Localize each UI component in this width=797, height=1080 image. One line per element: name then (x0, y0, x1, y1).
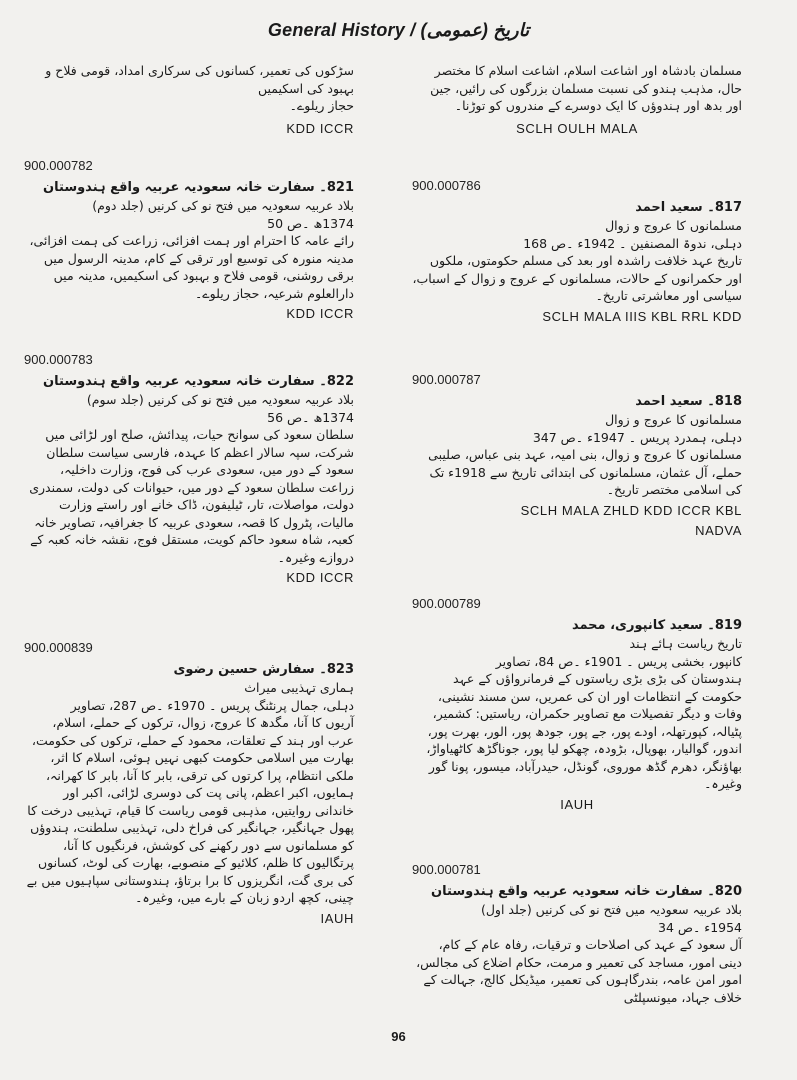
accession-number: 900.000782 (24, 158, 93, 173)
entry-heading: 817۔ سعید احمد (635, 200, 742, 215)
holdings: IAUH (560, 796, 594, 812)
entry-818 (412, 372, 742, 541)
continued-entry-left (24, 62, 354, 139)
page-title: General History / (عمومی) تاریخ (267, 20, 530, 40)
entry-heading: 819۔ سعید کانپوری، محمد (571, 618, 742, 633)
page-number: 96 (391, 1029, 406, 1044)
accession-number: 900.000781 (412, 862, 481, 877)
accession-number: 900.000783 (24, 352, 93, 367)
holdings: KDD ICCR (286, 570, 354, 585)
entry-heading: 818۔ سعید احمد (635, 394, 742, 409)
holdings: IAUH (320, 910, 354, 926)
holdings: KDD ICCR (286, 306, 354, 321)
entry-822 (24, 352, 354, 588)
entry-heading: 822۔ سفارت خانہ سعودیہ عربیہ واقع ہندوستان (43, 374, 354, 389)
entry-heading: 823۔ سفارش حسین رضوی (173, 662, 354, 677)
entry-text: بلاد عربیہ سعودیہ میں فتح نو کی کرنیں (جلد دوم) 1374ھ ۔ص 50 رائے عامہ کا احترام اور ہمت افزائی، زراعت کی ہمت افزائی، مدینہ منورہ کی توسیع اور ترقی کے کام، مدینہ الرسول میں برقی روشنی، قومی فلاح و بہبود کی اسکیمیں، مدینہ میں دارالعلوم شرعیہ، حجاز ریلوے۔ (29, 198, 354, 301)
accession-number: 900.000786 (412, 178, 481, 193)
entry-text: ہماری تہذیبی میراث دہلی، جمال پرنٹنگ پریس ۔ 1970ء ۔ص 287، تصاویر آریوں کا آنا، مگدھ کا عروج، زوال، ترکوں کے حملے، اسلام، عرب اور ہند کے تعلقات، محمود کے حملے، ترکوں کی حکومت، بھارت میں اسلامی حکومت کبھی نہیں ہوئی، اسلام کا اثر، ملکی انتظام، پرا کرتوں کی ترقی، بابر کا آنا، بابر کا کھرانہ، ہمایوں، اکبر اعظم، پانی پت کی دوسری لڑائی، اکبر اور خاندانی روایتیں، مذہبی قومی ریاست کا قیام، تہذیبی درخت کا پھول جہانگیر، جہانگیر کی فراخ دلی، تہذیبی سلطنت، ہندوؤں کو مسلمانوں سے دور رکھنے کی کوشش، فرنگیوں کا آنا، پرتگالیوں کا ظلم، کلائیو کے منصوبے، بھارت کی لوٹ، کسانوں کی بری گت، انگریزوں کا برا برتاؤ، ہندوستانی سپاہیوں میں بے چینی، کچھ اردو زبان کے بارے میں، وغیرہ۔ (26, 680, 354, 905)
holdings: KDD ICCR (286, 120, 354, 136)
entry-text: سڑکوں کی تعمیر، کسانوں کی سرکاری امداد، قومی فلاح و بہبود کی اسکیمیں حجاز ریلوے۔ (45, 63, 354, 113)
holdings: SCLH OULH MALA (516, 120, 638, 136)
accession-number: 900.000787 (412, 372, 481, 387)
entry-823 (24, 640, 354, 929)
entry-text: بلاد عربیہ سعودیہ میں فتح نو کی کرنیں (جلد اول) 1954ء ۔ص 34 آل سعود کے عہد کی اصلاحات و ترقیات، رفاہ عام کے کام، دینی امور، مساجد کی تعمیر و مرمت، حکام اضلاع کی مجالس، امور امن عامہ، بندرگاہوں کی تعمیر، میڈیکل کالج، جہالت کے خلاف جہاد، میونسپلٹی (416, 902, 742, 1005)
entry-821 (24, 158, 354, 324)
entry-text: تاریخ ریاست ہائے ہند کانپور، بخشی پریس ۔ 1901ء ۔ص 84، تصاویر ہندوستان کی بڑی بڑی ریاستوں کے فرمانرواؤں کے عہد حکومت کے انتظامات اور ان کی عمریں، سن مسند نشینی، وفات و دیگر تفصیلات مع تصاویر حکمران، ریاستیں: کشمیر، پٹیالہ، کپورتھلہ، اودے پور، جے پور، جودھ پور، الور، بھرت پور، اندور، گوالیار، بھوپال، بڑودہ، چھکو لیا پور، جوناگڑھ کاٹھیاواڑ، بھاؤنگر، دھرم گڈھ موروی، گونڈل، حیدرآباد، میسور، پونا گور وغیرہ۔ (426, 636, 742, 791)
continued-entry-right (412, 62, 742, 139)
entry-heading: 821۔ سفارت خانہ سعودیہ عربیہ واقع ہندوستان (43, 180, 354, 195)
entry-817 (412, 178, 742, 327)
entry-text: بلاد عربیہ سعودیہ میں فتح نو کی کرنیں (جلد سوم) 1374ھ ۔ص 56 سلطان سعود کی سوانح حیات، پیدائش، صلح اور لڑائی میں شرکت، سپہ سالار اعظم کا عہدہ، فارسی سیاست سلطان سعود کے دور میں، سعودی عرب کی فوج، وزارت داخلیہ، زراعت سلطان سعود کے دور میں، حیوانات کی دولت، سمندری دولت، مواصلات، تار، ٹیلیفون، ڈاک خانے اور راستے وزارت مالیات، پٹرول کا قصہ، سعودی عربیہ کا جغرافیہ، تصاویر خانہ کعبہ، شاہ سعود حاکم کویت، مستقل فوج، نقشہ خانہ کعبہ کے دروازے وغیرہ۔ (29, 392, 354, 565)
entry-text: مسلمان بادشاہ اور اشاعت اسلام، اشاعت اسلام کا مختصر حال، مذہب ہندو کی نسبت مسلمان بزرگوں کی رائیں، جین اور بدھ اور ہندوؤں کا ایک دوسرے کے مندروں کو توڑنا۔ (430, 63, 742, 113)
entry-820 (412, 862, 742, 1006)
entry-heading: 820۔ سفارت خانہ سعودیہ عربیہ واقع ہندوستان (431, 884, 742, 899)
holdings: SCLH MALA ZHLD KDD ICCR KBL (520, 502, 742, 518)
entry-text: مسلمانوں کا عروج و زوال دہلی، ہمدرد پریس ۔ 1947ء ۔ص 347 مسلمانوں کا عروج و زوال، بنی امیہ، عہد بنی عباس، صلیبی حملے، آل عثمان، مسلمانوں کی ابتدائی تاریخ سے 1918ء تک کی اسلامی مختصر تاریخ۔ (428, 412, 742, 497)
entry-text: مسلمانوں کا عروج و زوال دہلی، ندوۃ المصنفین ۔ 1942ء ۔ص 168 تاریخ عہد خلافت راشدہ اور بعد کی مسلم حکومتوں، ملکوں اور حکمرانوں کے حالات، مسلمانوں کے عروج و زوال کے اسباب، سیاسی اور معاشرتی تاریخ۔ (412, 218, 742, 303)
accession-number: 900.000839 (24, 640, 93, 655)
holdings: SCLH MALA IIIS KBL RRL KDD (542, 308, 742, 324)
entry-819 (412, 596, 742, 815)
accession-number: 900.000789 (412, 596, 481, 611)
holdings: NADVA (695, 522, 742, 538)
